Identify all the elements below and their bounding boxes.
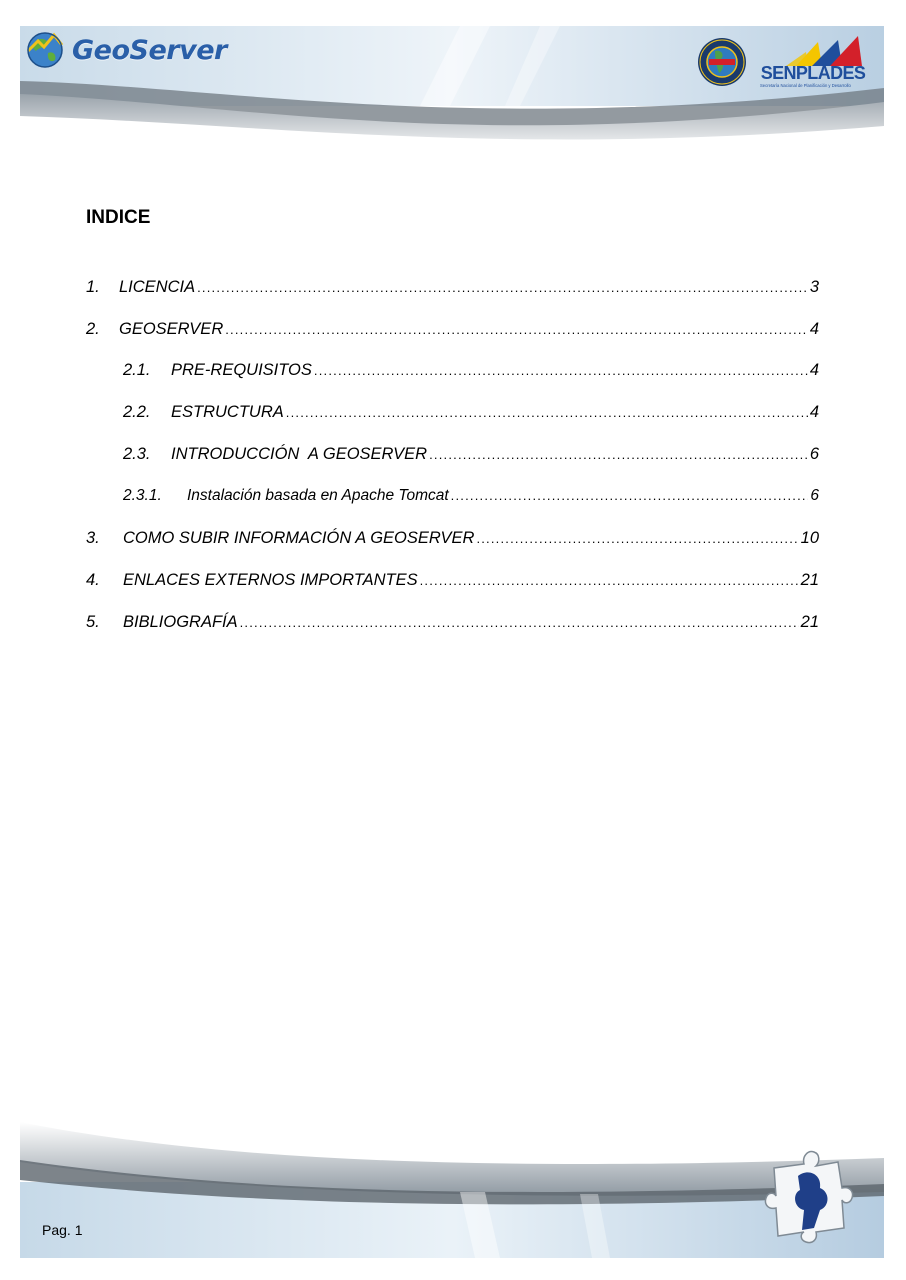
toc-dot-leader	[225, 322, 808, 337]
toc-entry-estructura[interactable]	[123, 403, 819, 422]
page-footer-banner	[20, 1122, 884, 1258]
toc-dot-leader	[314, 363, 808, 378]
geoserver-logo	[24, 28, 227, 72]
page-number-label: Pag. 1	[42, 1222, 83, 1238]
toc-dot-leader	[286, 405, 808, 420]
toc-entry-title: Instalación basada en Apache Tomcat	[187, 487, 449, 504]
toc-entry-bibliografia[interactable]	[86, 613, 819, 632]
toc-entry-page: 4	[809, 320, 819, 338]
toc-entry-page: 3	[809, 278, 819, 296]
toc-dot-leader	[197, 280, 808, 295]
senplades-logo	[756, 36, 870, 92]
toc-entry-enlaces-externos[interactable]	[86, 571, 819, 590]
toc-dot-leader	[451, 488, 809, 503]
toc-entry-title: LICENCIA	[119, 278, 196, 296]
toc-dot-leader	[476, 531, 798, 546]
toc-entry-page: 6	[809, 445, 819, 463]
toc-entry-pre-requisitos[interactable]	[123, 361, 819, 380]
toc-entry-title: ESTRUCTURA	[171, 403, 284, 421]
toc-heading: INDICE	[86, 207, 151, 228]
toc-entry-licencia[interactable]	[86, 278, 819, 297]
toc-entry-title: INTRODUCCIÓN A GEOSERVER	[171, 445, 428, 463]
toc-entry-introduccion[interactable]	[123, 445, 819, 464]
toc-entry-title: COMO SUBIR INFORMACIÓN A GEOSERVER	[123, 529, 475, 547]
geoserver-logo-text: GeoServer	[72, 34, 227, 66]
toc-dot-leader	[429, 447, 808, 462]
toc-entry-page: 10	[800, 529, 819, 547]
toc-entry-page: 4	[809, 403, 819, 421]
toc-entry-subir-informacion[interactable]	[86, 529, 819, 548]
puzzle-piece-icon	[764, 1148, 854, 1244]
toc-entry-number: 2.3.1.	[123, 487, 162, 504]
toc-entry-number: 4.	[86, 571, 100, 589]
toc-entry-page: 4	[809, 361, 819, 379]
toc-entry-title: GEOSERVER	[119, 320, 224, 338]
senplades-name: SENPLADES	[760, 63, 866, 83]
toc-entry-number: 2.3.	[123, 445, 151, 463]
toc-entry-title: BIBLIOGRAFÍA	[123, 613, 238, 631]
toc-dot-leader	[240, 615, 799, 630]
toc-entry-number: 2.1.	[123, 361, 151, 379]
toc-entry-instalacion-tomcat[interactable]	[123, 487, 819, 505]
globe-icon	[24, 29, 66, 71]
toc-entry-page: 6	[810, 487, 819, 504]
toc-entry-number: 1.	[86, 278, 100, 296]
toc-entry-number: 5.	[86, 613, 100, 631]
toc-dot-leader	[420, 573, 799, 588]
toc-entry-number: 3.	[86, 529, 100, 547]
senplades-subtitle: Secretaría Nacional de Planificación y Desarrollo	[760, 83, 851, 88]
igm-seal-logo	[697, 37, 747, 87]
toc-entry-page: 21	[800, 613, 819, 631]
toc-entry-number: 2.2.	[123, 403, 151, 421]
toc-entry-title: ENLACES EXTERNOS IMPORTANTES	[123, 571, 418, 589]
toc-entry-title: PRE-REQUISITOS	[171, 361, 312, 379]
toc-entry-page: 21	[800, 571, 819, 589]
toc-entry-geoserver[interactable]	[86, 320, 819, 339]
toc-entry-number: 2.	[86, 320, 100, 338]
